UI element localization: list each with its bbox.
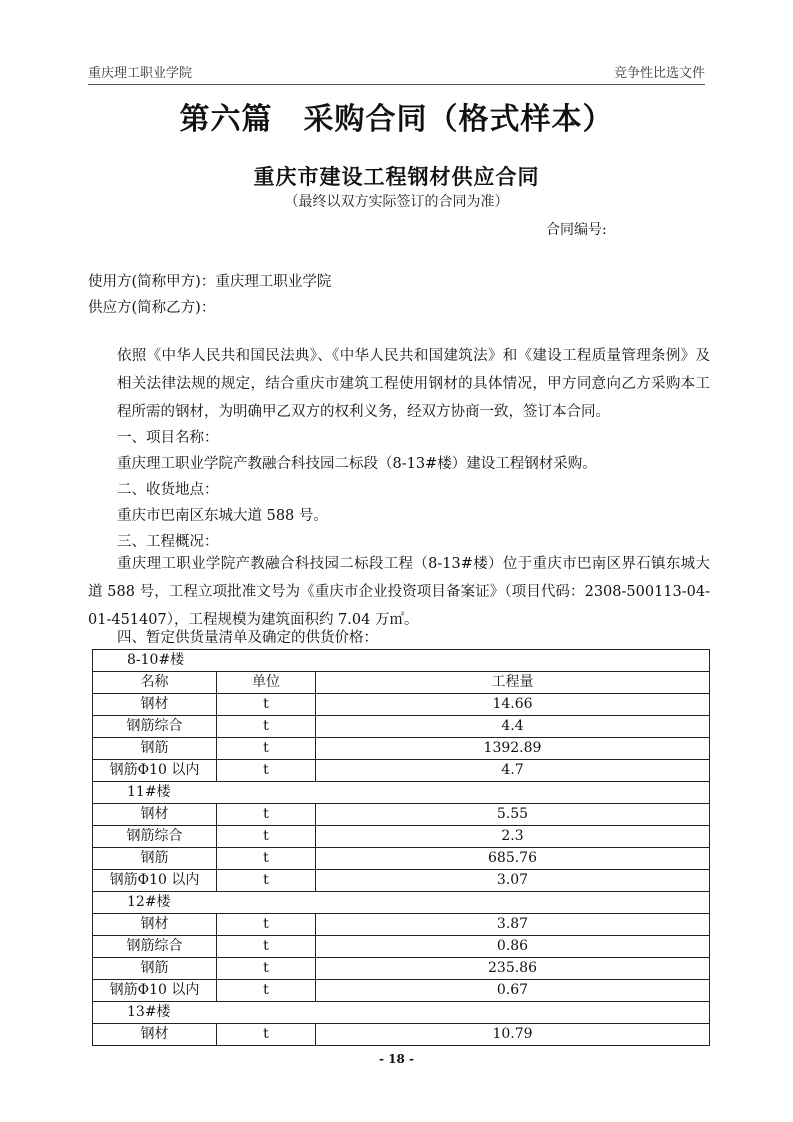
table-row [93,1024,710,1046]
item-quantity: 235.86 [316,958,710,980]
table-row [93,870,710,892]
item-quantity: 0.67 [316,980,710,1002]
item-name: 钢筋 [93,738,217,760]
table-row [93,848,710,870]
table-row [93,958,710,980]
item-unit: t [217,848,316,870]
intro-text: 依照《中华人民共和国民法典》、《中华人民共和国建筑法》和《建设工程质量管理条例》及相关法律法规的规定，结合重庆市建筑工程使用钢材的具体情况，甲方同意向乙方采购本工程所需的钢材，为明确甲乙双方的权利义务，经双方协商一致，签订本合同。 [117,348,710,420]
item-unit: t [217,1024,316,1046]
group-row [93,892,710,914]
table-row [93,716,710,738]
item-name: 钢筋Φ10 以内 [93,870,217,892]
item-unit: t [217,958,316,980]
item-quantity: 685.76 [316,848,710,870]
item-name: 钢筋Φ10 以内 [93,980,217,1002]
page-number: - 18 - [378,1052,414,1066]
table-row [93,914,710,936]
item-quantity: 3.87 [316,914,710,936]
intro-paragraph [88,342,710,426]
item-name: 钢材 [93,804,217,826]
group-row [93,650,710,672]
item-quantity: 14.66 [316,694,710,716]
item-unit: t [217,914,316,936]
section-4-title: 四、暂定供货量清单及确定的供货价格： [117,630,378,646]
item-name: 钢筋 [93,848,217,870]
party-a: 使用方(简称甲方)：重庆理工职业学院 [88,274,332,290]
contract-title: 重庆市建设工程钢材供应合同 [253,164,540,189]
item-name: 钢材 [93,694,217,716]
item-unit: t [217,980,316,1002]
section-1-body: 重庆理工职业学院产教融合科技园二标段（8-13#楼）建设工程钢材采购。 [117,456,597,472]
group-row [93,782,710,804]
table-row [93,738,710,760]
item-unit: t [217,760,316,782]
item-unit: t [217,716,316,738]
item-name: 钢筋Φ10 以内 [93,760,217,782]
section-1-title: 一、项目名称： [117,430,219,446]
item-quantity: 5.55 [316,804,710,826]
column-header: 单位 [217,672,316,694]
item-name: 钢筋综合 [93,826,217,848]
item-quantity: 3.07 [316,870,710,892]
section-3-body: 重庆理工职业学院产教融合科技园二标段工程（8-13#楼）位于重庆市巴南区界石镇东城大道 588 号，工程立项批准文号为《重庆市企业投资项目备案证》（项目代码：2308-500113-04-01-451407），工程规模为建筑面积约 7.04 万㎡。 [88,556,710,628]
item-quantity: 10.79 [316,1024,710,1046]
group-name: 8-10#楼 [93,650,710,672]
table-row [93,804,710,826]
item-name: 钢筋综合 [93,936,217,958]
item-name: 钢筋综合 [93,716,217,738]
table-row [93,694,710,716]
item-quantity: 2.3 [316,826,710,848]
group-name: 13#楼 [93,1002,710,1024]
supply-table [92,649,710,1046]
item-unit: t [217,694,316,716]
party-b: 供应方(简称乙方)： [88,300,216,316]
group-row [93,1002,710,1024]
item-quantity: 4.4 [316,716,710,738]
header-doc-type: 竞争性比选文件 [613,66,705,81]
page-header [88,62,705,85]
item-unit: t [217,870,316,892]
section-3-title: 三、工程概况： [117,534,219,550]
item-name: 钢材 [93,1024,217,1046]
table-row [93,826,710,848]
item-quantity: 4.7 [316,760,710,782]
item-quantity: 1392.89 [316,738,710,760]
section-2-title: 二、收货地点： [117,482,219,498]
section-2-body: 重庆市巴南区东城大道 588 号。 [117,508,328,524]
header-org: 重庆理工职业学院 [88,66,193,81]
column-header: 名称 [93,672,217,694]
header-row [93,672,710,694]
group-name: 12#楼 [93,892,710,914]
item-quantity: 0.86 [316,936,710,958]
contract-number-label: 合同编号: [546,222,607,238]
column-header: 工程量 [316,672,710,694]
item-unit: t [217,826,316,848]
page-title: 第六篇 采购合同（格式样本） [179,102,614,137]
item-unit: t [217,738,316,760]
table-row [93,936,710,958]
item-unit: t [217,804,316,826]
item-name: 钢材 [93,914,217,936]
contract-note: （最终以双方实际签订的合同为准） [284,194,509,210]
group-name: 11#楼 [93,782,710,804]
table-row [93,760,710,782]
item-name: 钢筋 [93,958,217,980]
item-unit: t [217,936,316,958]
table-row [93,980,710,1002]
